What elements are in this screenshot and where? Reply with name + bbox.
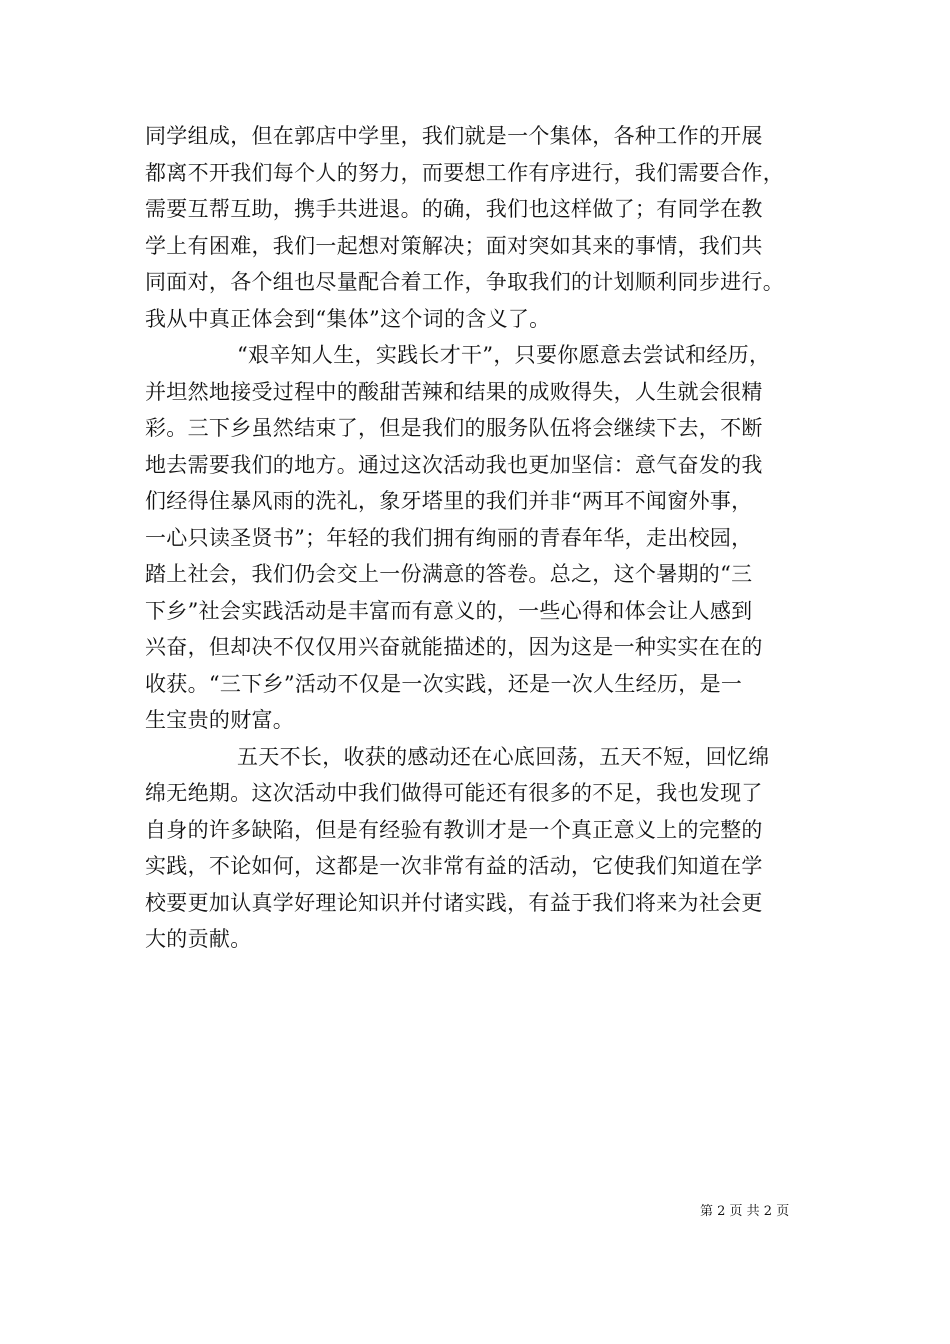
- text-line: “艰辛知人生，实践长才干”，只要你愿意去尝试和经历，: [237, 343, 771, 367]
- text-line: 并坦然地接受过程中的酸甜苦辣和结果的成败得失，人生就会很精: [145, 379, 763, 404]
- text-line: 兴奋，但却决不仅仅用兴奋就能描述的，因为这是一种实实在在的: [145, 635, 763, 659]
- text-line: 们经得住暴风雨的洗礼，象牙塔里的我们并非“两耳不闻窗外事，: [145, 489, 753, 513]
- paragraph-1: [145, 118, 817, 337]
- text-line: 同学组成，但在郭店中学里，我们就是一个集体，各种工作的开展: [145, 124, 763, 148]
- text-line: 自身的许多缺陷，但是有经验有教训才是一个真正意义上的完整的: [145, 817, 763, 842]
- text-line: 生宝贵的财富。: [145, 708, 295, 732]
- paragraph-2: [145, 337, 817, 739]
- text-line: 彩。三下乡虽然结束了，但是我们的服务队伍将会继续下去，不断: [145, 416, 763, 440]
- text-line: 五天不长，收获的感动还在心底回荡，五天不短，回忆绵: [237, 744, 770, 769]
- text-line: 绵无绝期。这次活动中我们做得可能还有很多的不足，我也发现了: [145, 781, 763, 805]
- text-line: 地去需要我们的地方。通过这次活动我也更加坚信：意气奋发的我: [145, 452, 763, 477]
- text-line: 需要互帮互助，携手共进退。的确，我们也这样做了；有同学在教: [145, 197, 763, 221]
- text-line: 都离不开我们每个人的努力，而要想工作有序进行，我们需要合作，: [145, 160, 784, 185]
- text-line: 踏上社会，我们仍会交上一份满意的答卷。总之，这个暑期的“三: [145, 562, 753, 586]
- page-number: 第 2 页 共 2 页: [700, 1204, 790, 1219]
- text-line: 同面对，各个组也尽量配合着工作，争取我们的计划顺利同步进行。: [145, 270, 784, 294]
- text-line: 校要更加认真学好理论知识并付诸实践，有益于我们将来为社会更: [145, 890, 763, 915]
- text-line: 下乡”社会实践活动是丰富而有意义的，一些心得和体会让人感到: [145, 598, 753, 623]
- text-line: 实践，不论如何，这都是一次非常有益的活动，它使我们知道在学: [145, 854, 763, 878]
- paragraph-3: [145, 739, 817, 958]
- document-body: [145, 118, 817, 958]
- text-line: 我从中真正体会到“集体”这个词的含义了。: [145, 306, 551, 331]
- text-line: 一心只读圣贤书”；年轻的我们拥有绚丽的青春年华，走出校园，: [145, 525, 753, 550]
- text-line: 大的贡献。: [145, 927, 252, 951]
- text-line: 收获。“三下乡”活动不仅是一次实践，还是一次人生经历，是一: [145, 671, 743, 696]
- text-line: 学上有困难，我们一起想对策解决；面对突如其来的事情，我们共: [145, 233, 763, 258]
